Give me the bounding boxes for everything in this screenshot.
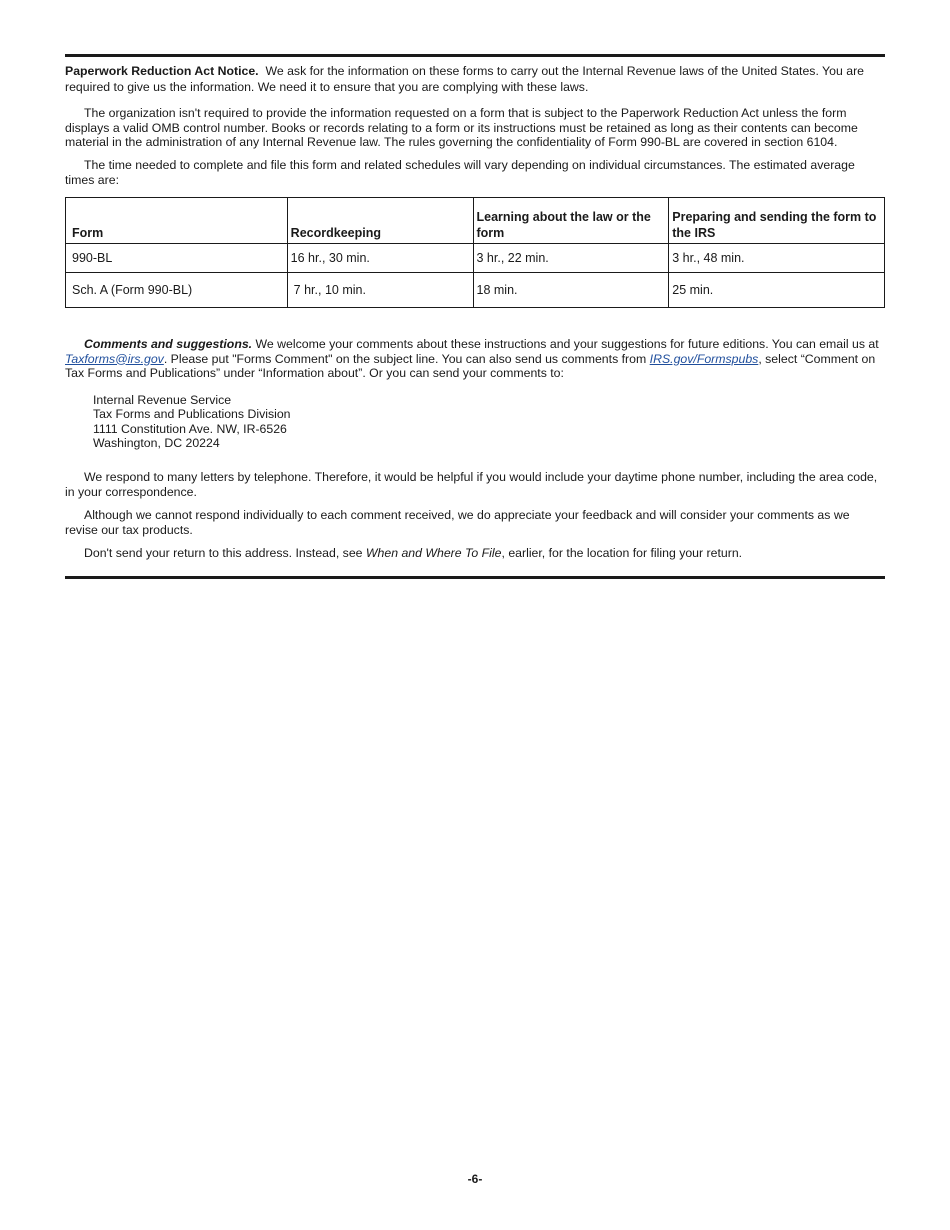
phone-paragraph: We respond to many letters by telephone. Therefore, it would be helpful if you would include your daytime phone number, including the area code, in your correspondence. <box>65 470 878 499</box>
table-row <box>66 244 885 273</box>
header-recordkeeping: Recordkeeping <box>287 198 473 244</box>
feedback-paragraph: Although we cannot respond individually to each comment received, we do appreciate your feedback and will consider your comments as we revise our tax products. <box>65 508 850 537</box>
page-number: -6- <box>467 1172 483 1186</box>
header-form: Form <box>66 198 288 244</box>
header-learning: Learning about the law or the form <box>473 198 669 244</box>
cell-preparing: 25 min. <box>669 273 885 308</box>
time-estimates-table <box>65 197 885 308</box>
address-line: Tax Forms and Publications Division <box>93 407 291 422</box>
table-header-row <box>66 198 885 244</box>
comments-text-1: We welcome your comments about these instructions and your suggestions for future editions. You can email us at <box>255 337 879 351</box>
cell-learning: 18 min. <box>473 273 669 308</box>
pra-paragraph <box>65 63 885 95</box>
cell-form: 990-BL <box>66 244 288 273</box>
time-paragraph: The time needed to complete and file this form and related schedules will vary depending on individual circumstances. The estimated average times are: <box>65 158 855 187</box>
cell-preparing: 3 hr., 48 min. <box>669 244 885 273</box>
top-rule <box>65 54 885 57</box>
address-line: Washington, DC 20224 <box>93 435 220 450</box>
cell-recordkeeping: 7 hr., 10 min. <box>287 273 473 308</box>
dont-send-text-2: , earlier, for the location for filing your return. <box>501 546 743 560</box>
bottom-rule <box>65 576 885 579</box>
address-line: 1111 Constitution Ave. NW, IR-6526 <box>93 421 287 436</box>
mailing-address <box>93 393 493 450</box>
dont-send-paragraph <box>65 546 885 561</box>
email-link[interactable]: Taxforms@irs.gov <box>65 351 164 366</box>
omb-paragraph: The organization isn't required to provide the information requested on a form that is subject to the Paperwork Reduction Act unless the form displays a valid OMB control number. Books or records relating to a form or its instructions must be retained as long as their contents can become material in the administration of any Internal Revenue law. The rules governing the confidentiality of Form 990-BL are covered in section 6104. <box>65 106 858 149</box>
comments-paragraph <box>65 337 885 381</box>
address-line: Internal Revenue Service <box>93 393 232 407</box>
formspubs-link[interactable]: IRS.gov/Formspubs <box>649 351 759 366</box>
pra-heading: Paperwork Reduction Act Notice. <box>65 64 259 78</box>
cell-form: Sch. A (Form 990-BL) <box>66 273 288 308</box>
dont-send-text-1: Don't send your return to this address. Instead, see <box>84 546 363 560</box>
table-row <box>66 273 885 308</box>
pra-text: We ask for the information on these forms to carry out the Internal Revenue laws of the United States. You are required to give us the information. We need it to ensure that you are complying with these laws. <box>65 64 865 94</box>
comments-text-2: . Please put "Forms Comment" on the subject line. You can also send us comments from <box>163 351 647 366</box>
header-preparing: Preparing and sending the form to the IRS <box>669 198 885 244</box>
when-where-reference: When and Where To File <box>365 546 502 560</box>
comments-heading: Comments and suggestions. <box>84 337 253 351</box>
comments-text-3: , select “Comment on Tax Forms and Publications” under “Information about”. Or you can send your comments to: <box>65 351 876 380</box>
cell-learning: 3 hr., 22 min. <box>473 244 669 273</box>
cell-recordkeeping: 16 hr., 30 min. <box>287 244 473 273</box>
